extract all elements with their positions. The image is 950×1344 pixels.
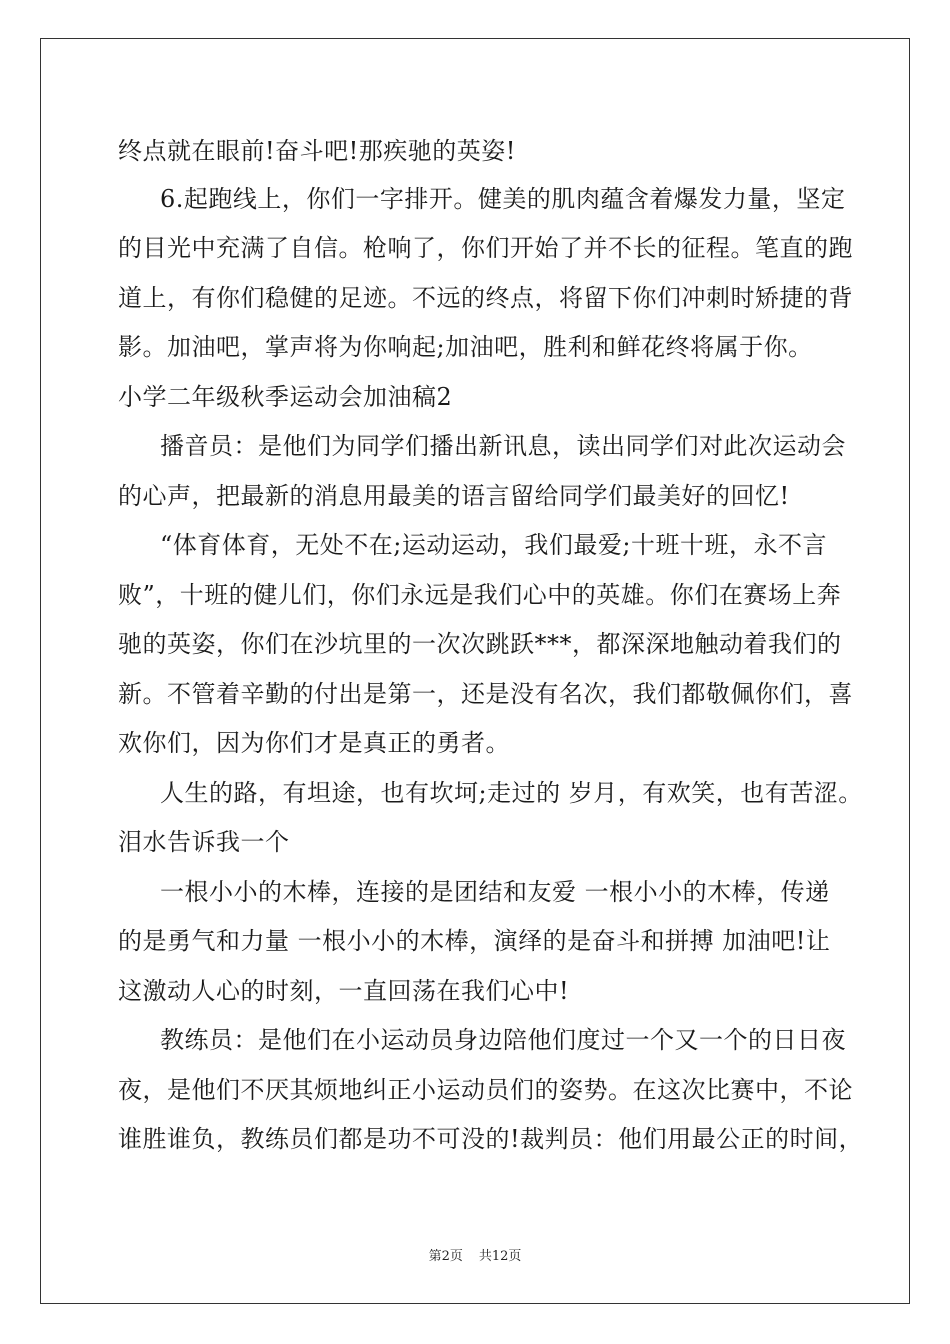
text-line: 一根小小的木棒，连接的是团结和友爱 一根小小的木棒，传递	[160, 878, 830, 906]
text-line: 驰的英姿，你们在沙坑里的一次次跳跃***，都深深地触动着我们的	[118, 630, 842, 658]
text-line: 泪水告诉我一个	[118, 828, 290, 856]
text-line: 6.起跑线上，你们一字排开。健美的肌肉蕴含着爆发力量，坚定	[160, 185, 846, 213]
text-line: 的心声，把最新的消息用最美的语言留给同学们最美好的回忆!	[118, 482, 790, 510]
text-line: 人生的路，有坦途，也有坎坷;走过的 岁月，有欢笑，也有苦涩。	[160, 779, 863, 807]
text-line: 夜，是他们不厌其烦地纠正小运动员们的姿势。在这次比赛中，不论	[118, 1076, 853, 1104]
page-number: 第2页	[428, 1249, 463, 1264]
text-line: 道上，有你们稳健的足迹。不远的终点，将留下你们冲刺时矫捷的背	[118, 284, 853, 312]
page-border	[40, 38, 910, 1304]
text-line: 新。不管着辛勤的付出是第一，还是没有名次，我们都敬佩你们，喜	[118, 680, 853, 708]
page-footer	[0, 1249, 950, 1265]
section-heading: 小学二年级秋季运动会加油稿2	[118, 383, 453, 411]
text-line: 败”，十班的健儿们，你们永远是我们心中的英雄。你们在赛场上奔	[118, 581, 842, 609]
text-line: 这激动人心的时刻，一直回荡在我们心中!	[118, 977, 570, 1005]
text-line: 谁胜谁负，教练员们都是功不可没的!裁判员：他们用最公正的时间，	[118, 1125, 864, 1153]
text-line: 终点就在眼前!奋斗吧!那疾驰的英姿!	[118, 137, 516, 165]
text-line: 教练员：是他们在小运动员身边陪他们度过一个又一个的日日夜	[160, 1026, 846, 1054]
text-line: 影。加油吧，掌声将为你响起;加油吧，胜利和鲜花终将属于你。	[118, 333, 813, 361]
text-line: 欢你们，因为你们才是真正的勇者。	[118, 729, 510, 757]
text-line: 播音员：是他们为同学们播出新讯息，读出同学们对此次运动会	[160, 432, 846, 460]
text-line: “体育体育，无处不在;运动运动，我们最爱;十班十班，永不言	[160, 531, 827, 559]
text-line: 的是勇气和力量 一根小小的木棒，演绎的是奋斗和拼搏 加油吧!让	[118, 927, 831, 955]
page-total: 共12页	[478, 1249, 522, 1264]
text-line: 的目光中充满了自信。枪响了，你们开始了并不长的征程。笔直的跑	[118, 234, 853, 262]
